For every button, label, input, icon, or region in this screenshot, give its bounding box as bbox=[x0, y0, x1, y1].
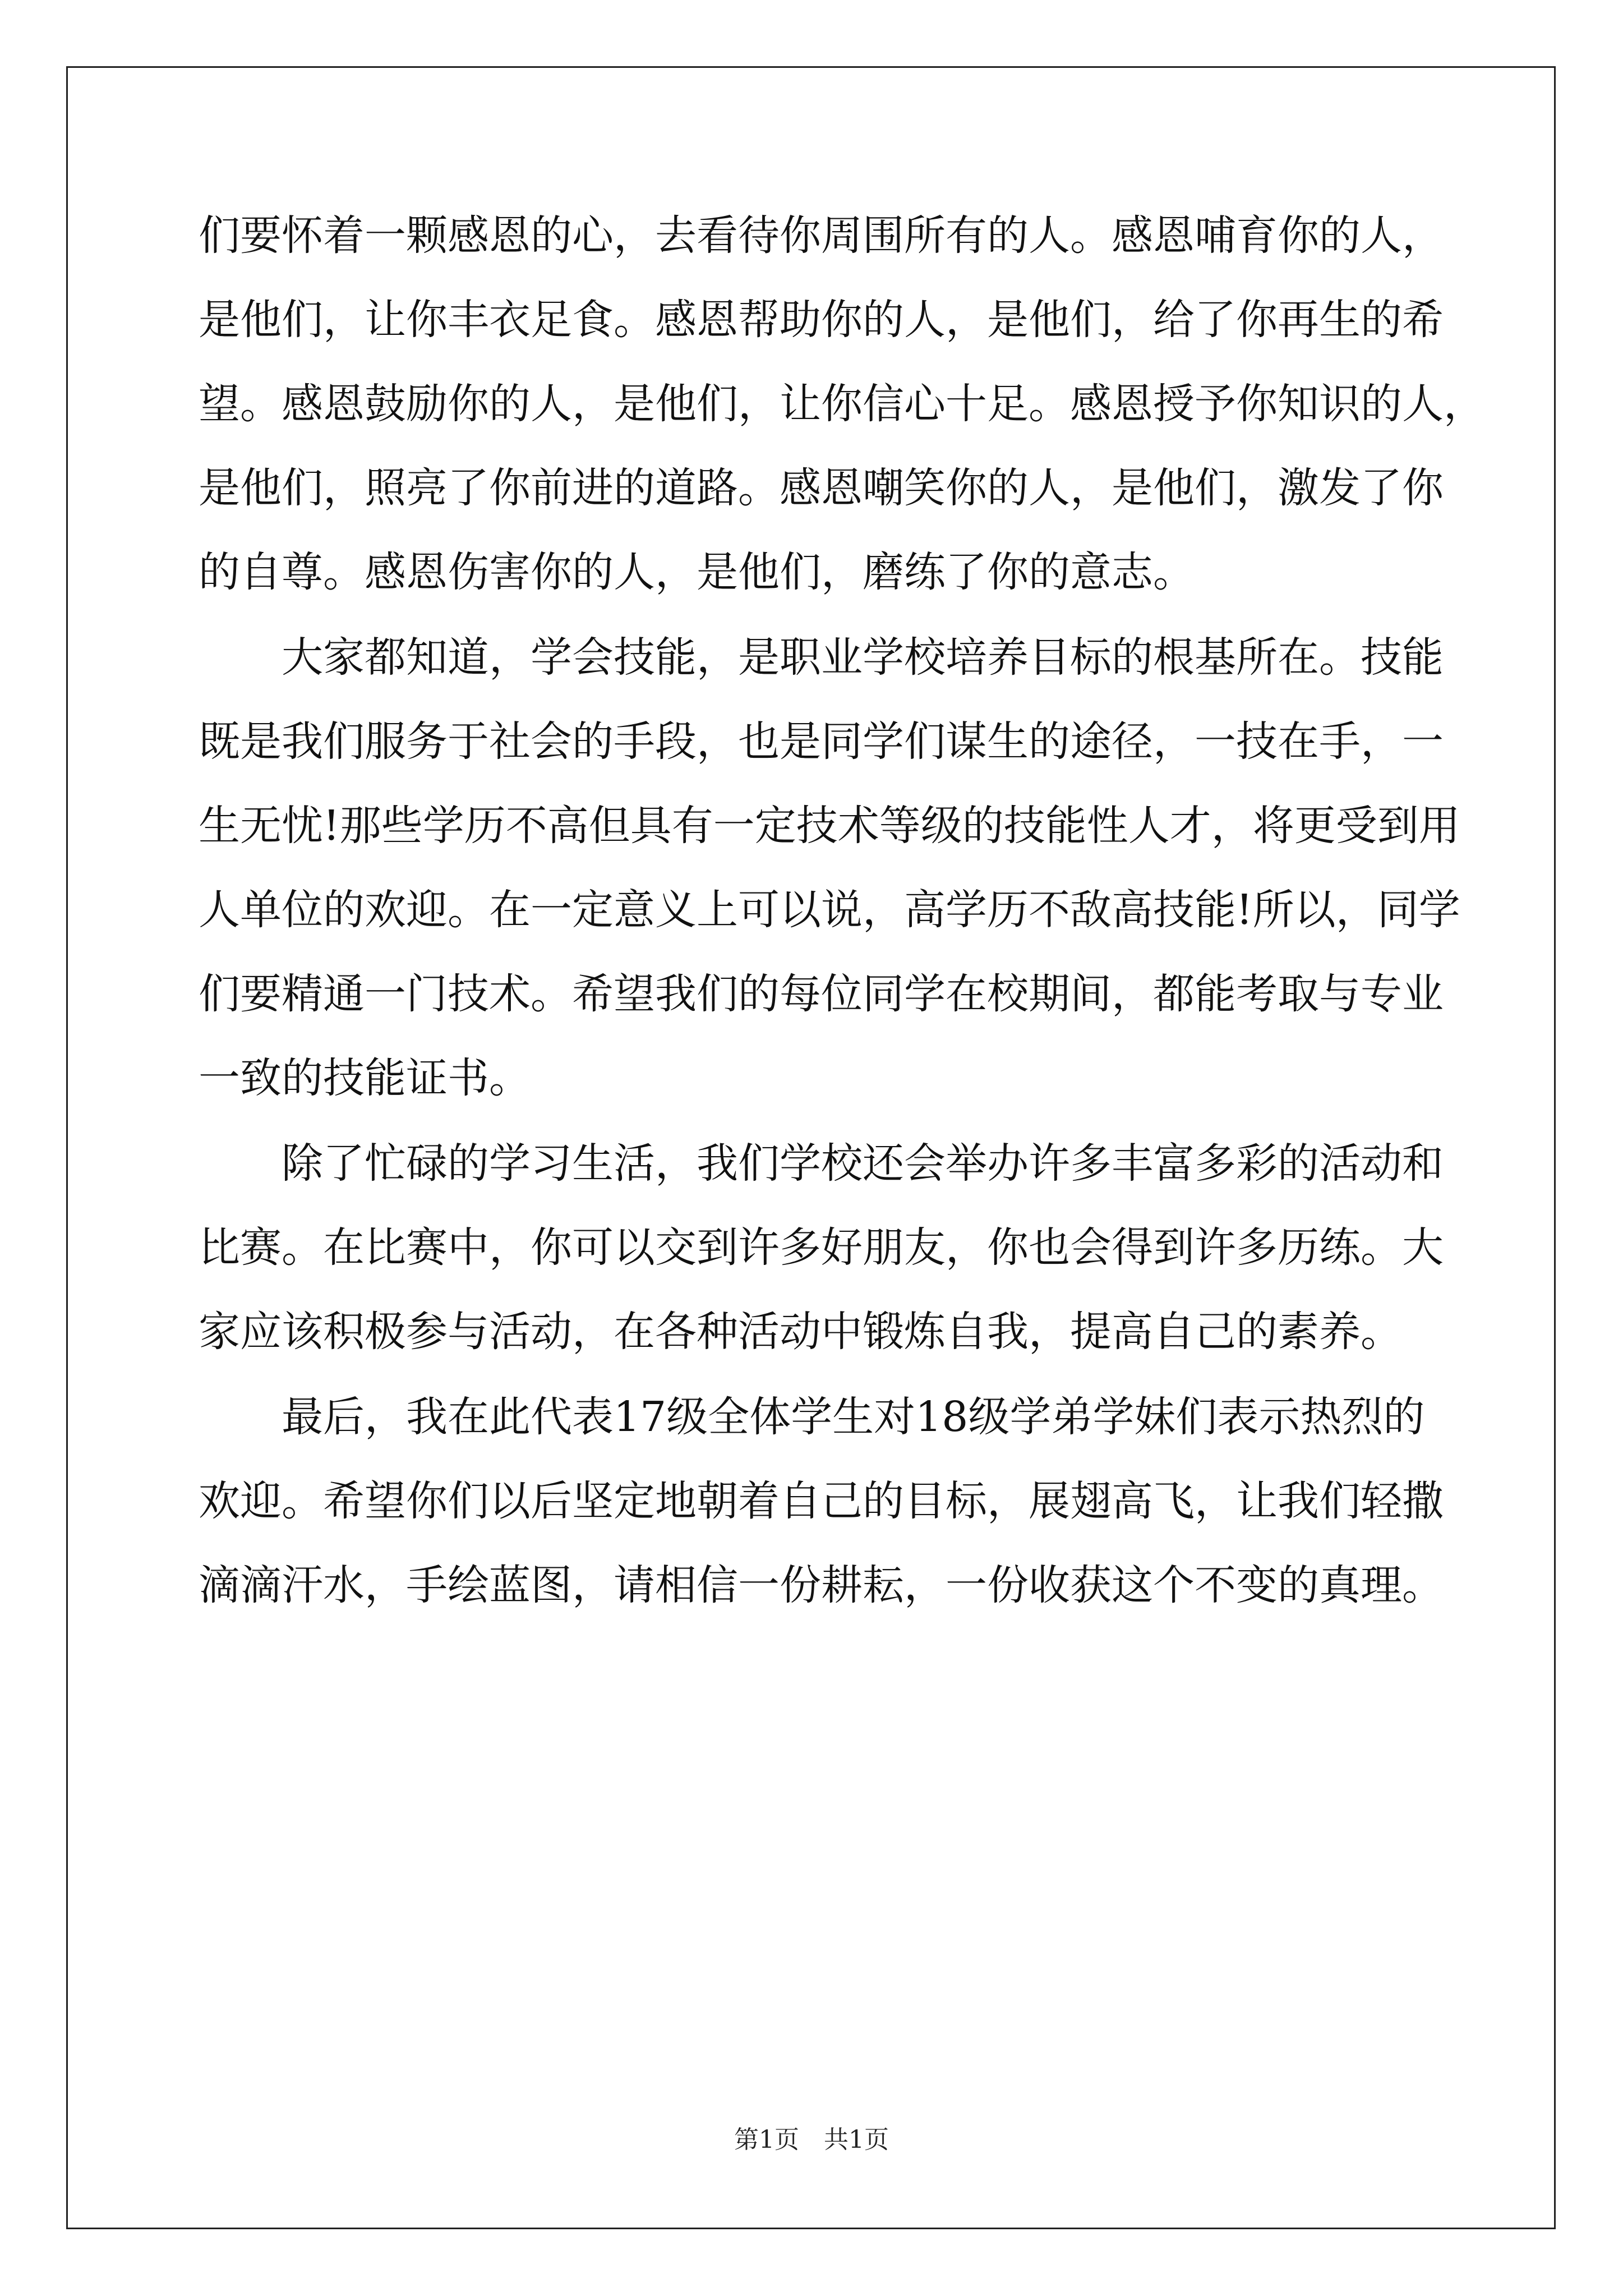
paragraph-first-line: 除了忙碌的学习生活，我们学校还会举办许多丰富多彩的活动和 bbox=[282, 1139, 1444, 1188]
paragraph-first-line: 大家都知道，学会技能，是职业学校培养目标的根基所在。技能 bbox=[282, 633, 1444, 682]
text-line: 生无忧!那些学历不高但具有一定技术等级的技能性人才，将更受到用 bbox=[199, 802, 1460, 850]
text-line: 是他们，让你丰衣足食。感恩帮助你的人，是他们，给了你再生的希 bbox=[199, 296, 1444, 344]
text-line: 一致的技能证书。 bbox=[199, 1054, 531, 1102]
text-line: 人单位的欢迎。在一定意义上可以说，高学历不敌高技能!所以，同学 bbox=[199, 886, 1460, 934]
page-number-footer: 第1页 共1页 bbox=[734, 2125, 889, 2154]
text-line: 既是我们服务于社会的手段，也是同学们谋生的途径，一技在手，一 bbox=[199, 717, 1444, 766]
text-line: 是他们，照亮了你前进的道路。感恩嘲笑你的人，是他们，激发了你 bbox=[199, 464, 1444, 512]
text-line: 欢迎。希望你们以后坚定地朝着自己的目标，展翅高飞，让我们轻撒 bbox=[199, 1477, 1444, 1525]
text-line: 望。感恩鼓励你的人，是他们，让你信心十足。感恩授予你知识的人， bbox=[199, 380, 1485, 428]
text-line: 家应该积极参与活动，在各种活动中锻炼自我，提高自己的素养。 bbox=[199, 1308, 1402, 1356]
text-line: 比赛。在比赛中，你可以交到许多好朋友，你也会得到许多历练。大 bbox=[199, 1223, 1444, 1272]
paragraph-first-line: 最后，我在此代表17级全体学生对18级学弟学妹们表示热烈的 bbox=[282, 1393, 1425, 1441]
text-line: 们要怀着一颗感恩的心，去看待你周围所有的人。感恩哺育你的人， bbox=[199, 211, 1444, 260]
text-line: 的自尊。感恩伤害你的人，是他们，磨练了你的意志。 bbox=[199, 548, 1195, 596]
text-line: 滴滴汗水，手绘蓝图，请相信一份耕耘，一份收获这个不变的真理。 bbox=[199, 1561, 1444, 1609]
text-line: 们要精通一门技术。希望我们的每位同学在校期间，都能考取与专业 bbox=[199, 970, 1444, 1018]
